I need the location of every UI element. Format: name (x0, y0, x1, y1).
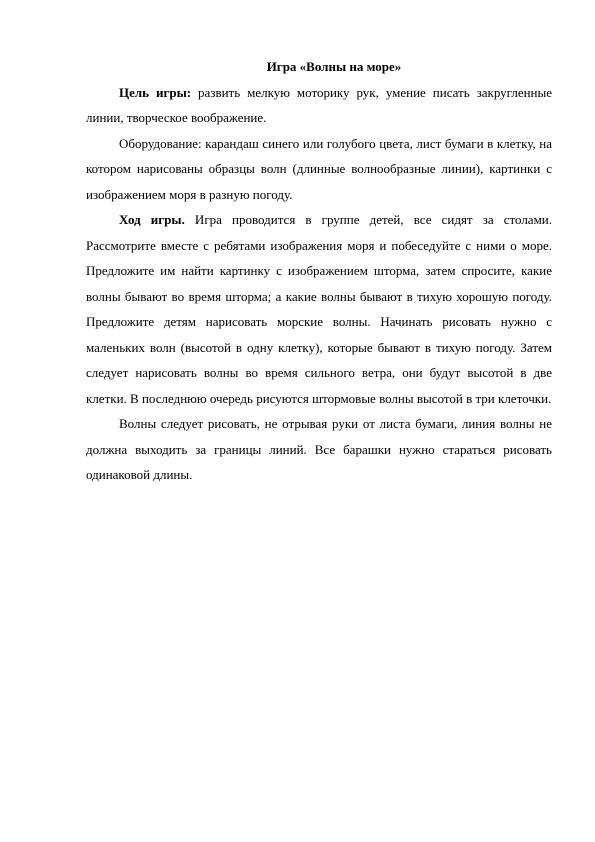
document-title: Игра «Волны на море» (266, 59, 402, 74)
equipment-paragraph: Оборудование: карандаш синего или голубого цвета, лист бумаги в клетку, на котором нарисованы образцы волн (длинные волнообразные линии), картинки с изображением моря в разную погоду. (86, 135, 552, 202)
procedure-paragraph (86, 207, 552, 411)
goal-paragraph (86, 80, 552, 131)
procedure-text: Игра проводится в группе детей, все сидят за столами. Рассмотрите вместе с ребятами изображения моря и побеседуйте с ними о море. Предложите им найти картинку с изображением шторма, затем спросите, какие волны бывают во время шторма; а какие волны бывают в тихую хорошую погоду. Предложите детям нарисовать морские волны. Начинать рисовать нужно с маленьких волн (высотой в одну клетку), которые бывают в тихую погоду. Затем следует нарисовать волны во время сильного ветра, они будут высотой в две клетки. В последнюю очередь рисуются штормовые волны высотой в три клеточки. (86, 212, 553, 406)
rules-paragraph: Волны следует рисовать, не отрывая руки от листа бумаги, линия волны не должна выходить за границы линий. Все барашки нужно стараться рисовать одинаковой длины. (86, 416, 552, 482)
goal-text: развить мелкую моторику рук, умение писать закругленные линии, творческое воображение. (86, 84, 553, 125)
goal-label: Цель игры: (119, 84, 192, 100)
procedure-label: Ход игры. (119, 212, 185, 227)
document-body (86, 54, 552, 488)
